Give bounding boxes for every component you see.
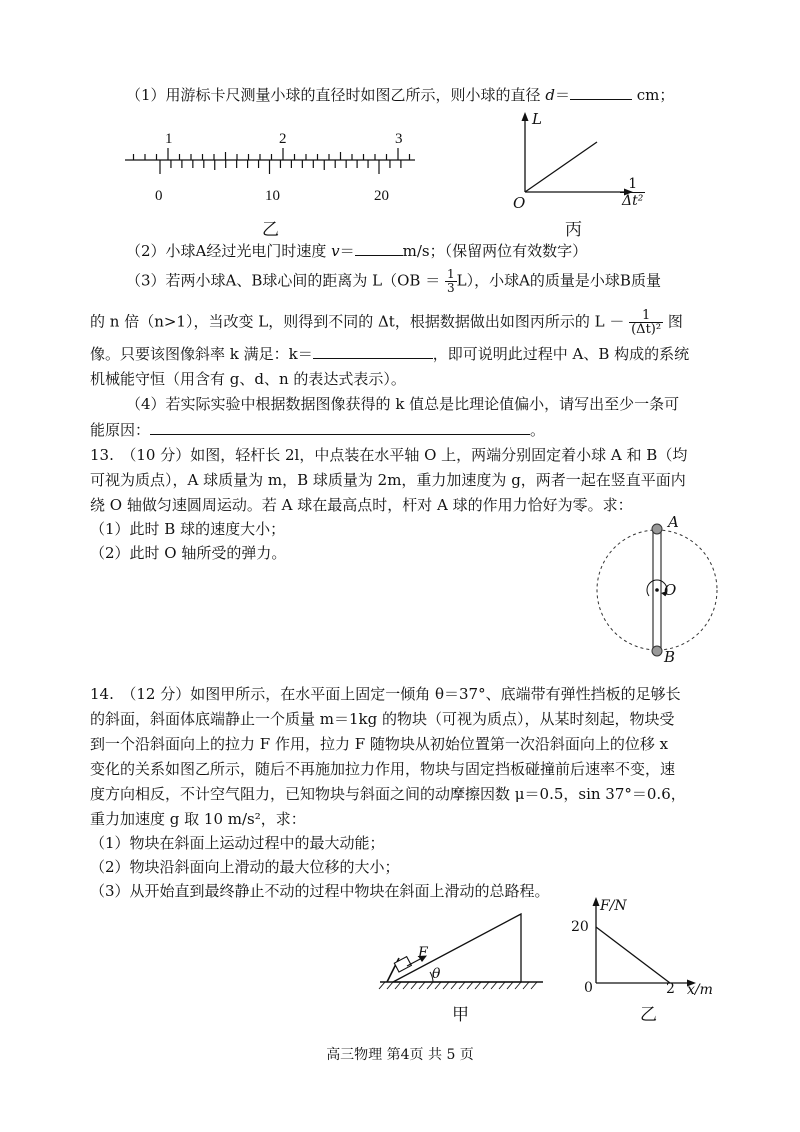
fx-graph-x-tick: 2 bbox=[666, 981, 675, 997]
ruler-top-label: 1 bbox=[165, 131, 173, 147]
incline-figure bbox=[375, 910, 545, 990]
answer-blank-velocity[interactable] bbox=[355, 241, 403, 256]
graph-x-label: $\frac{1}{\text{Δt²}}$ bbox=[622, 176, 644, 209]
ruler-top-label: 2 bbox=[279, 131, 287, 147]
q14-line5: 度方向相反，不计空气阻力，已知物块与斜面之间的动摩擦因数 μ＝0.5，sin 37°＝0.6， bbox=[90, 785, 686, 803]
q14-sub2: （2）物块沿斜面向上滑动的最大位移的大小； bbox=[90, 858, 400, 876]
answer-blank-reason[interactable] bbox=[150, 420, 530, 435]
answer-blank-slope[interactable] bbox=[313, 344, 433, 359]
figure-caption-yi-2: 乙 bbox=[640, 1005, 657, 1025]
q13-sub1: （1）此时 B 球的速度大小； bbox=[90, 520, 286, 538]
q12-part4-line1: （4）若实际实验中根据数据图像获得的 k 值总是比理论值偏小，请写出至少一条可 bbox=[126, 395, 680, 413]
fx-graph-y-label: F/N bbox=[600, 898, 627, 914]
q12-part3-line4: 机械能守恒（用含有 g、d、n 的表达式表示）。 bbox=[90, 370, 406, 388]
q13-line1: 13. （10 分）如图，轻杆长 2l，中点装在水平轴 O 上，两端分别固定着小球 A 和 B（均 bbox=[90, 446, 688, 464]
fx-graph-origin: 0 bbox=[584, 980, 593, 996]
page-footer: 高三物理 第4页 共 5 页 bbox=[326, 1047, 474, 1063]
q12-part3-line2: 的 n 倍（n>1），当改变 L，则得到不同的 Δt，根据数据做出如图丙所示的 L － $\frac{1}{\text{(Δt)²}}$ 图 bbox=[90, 308, 683, 337]
q12-part3-line1: （3）若两小球A、B球心间的距离为 L（OB ＝ $\frac{1}{3}$ L），小球A的质量是小球B质量 bbox=[126, 267, 661, 295]
figure-caption-bing: 丙 bbox=[565, 220, 582, 240]
q12-part3-line3: 像。只要该图像斜率 k 满足：k＝ ，即可说明此过程中 A、B 构成的系统 bbox=[90, 345, 690, 363]
q13-line3: 绕 O 轴做匀速圆周运动。若 A 球在最高点时，杆对 A 球的作用力恰好为零。求： bbox=[90, 496, 633, 514]
force-f-label: F bbox=[418, 945, 428, 961]
q14-line2: 的斜面，斜面体底端静止一个质量 m＝1kg 的物块（可视为质点），从某时刻起，物块受 bbox=[90, 710, 675, 728]
q13-line2: 可视为质点），A 球质量为 m，B 球质量为 2m，重力加速度为 g，两者一起在竖直平面内 bbox=[90, 471, 686, 489]
ruler-bottom-label: 20 bbox=[374, 188, 389, 204]
q14-sub3: （3）从开始直到最终静止不动的过程中物块在斜面上滑动的总路程。 bbox=[90, 882, 550, 900]
graph-origin: O bbox=[513, 194, 526, 212]
q12-part4-line2: 能原因： 。 bbox=[90, 421, 546, 439]
ball-b-label: B bbox=[664, 648, 676, 666]
ball-a-label: A bbox=[668, 513, 679, 531]
q13-sub2: （2）此时 O 轴所受的弹力。 bbox=[90, 544, 287, 562]
q14-line4: 变化的关系如图乙所示，随后不再施加拉力作用，物块与固定挡板碰撞前后速率不变，速 bbox=[90, 760, 676, 778]
rotating-rod-figure bbox=[595, 515, 725, 665]
ruler-bottom-label: 10 bbox=[265, 188, 280, 204]
q14-sub1: （1）物块在斜面上运动过程中的最大动能； bbox=[90, 834, 385, 852]
fx-graph-y-tick: 20 bbox=[571, 919, 589, 935]
fx-graph-x-label: x/m bbox=[687, 982, 713, 998]
q14-line6: 重力加速度 g 取 10 m/s²，求： bbox=[90, 810, 306, 828]
answer-blank-diameter[interactable] bbox=[570, 85, 632, 100]
ruler-bottom-label: 0 bbox=[155, 188, 163, 204]
angle-theta-label: θ bbox=[432, 966, 441, 982]
figure-caption-jia: 甲 bbox=[452, 1005, 469, 1025]
graph-y-label: L bbox=[532, 110, 542, 128]
q14-line1: 14. （12 分）如图甲所示，在水平面上固定一倾角 θ＝37°、底端带有弹性挡板的足够长 bbox=[90, 685, 681, 703]
figure-caption-yi: 乙 bbox=[262, 220, 279, 240]
axis-o-label: O bbox=[664, 581, 677, 599]
q14-line3: 到一个沿斜面向上的拉力 F 作用，拉力 F 随物块从初始位置第一次沿斜面向上的位移 x bbox=[90, 735, 669, 753]
q12-part2: （2）小球A经过光电门时速度 v＝ m/s；（保留两位有效数字） bbox=[126, 242, 588, 260]
ruler-top-label: 3 bbox=[395, 131, 403, 147]
q12-part1: （1）用游标卡尺测量小球的直径时如图乙所示，则小球的直径 d＝ cm； bbox=[126, 86, 675, 104]
